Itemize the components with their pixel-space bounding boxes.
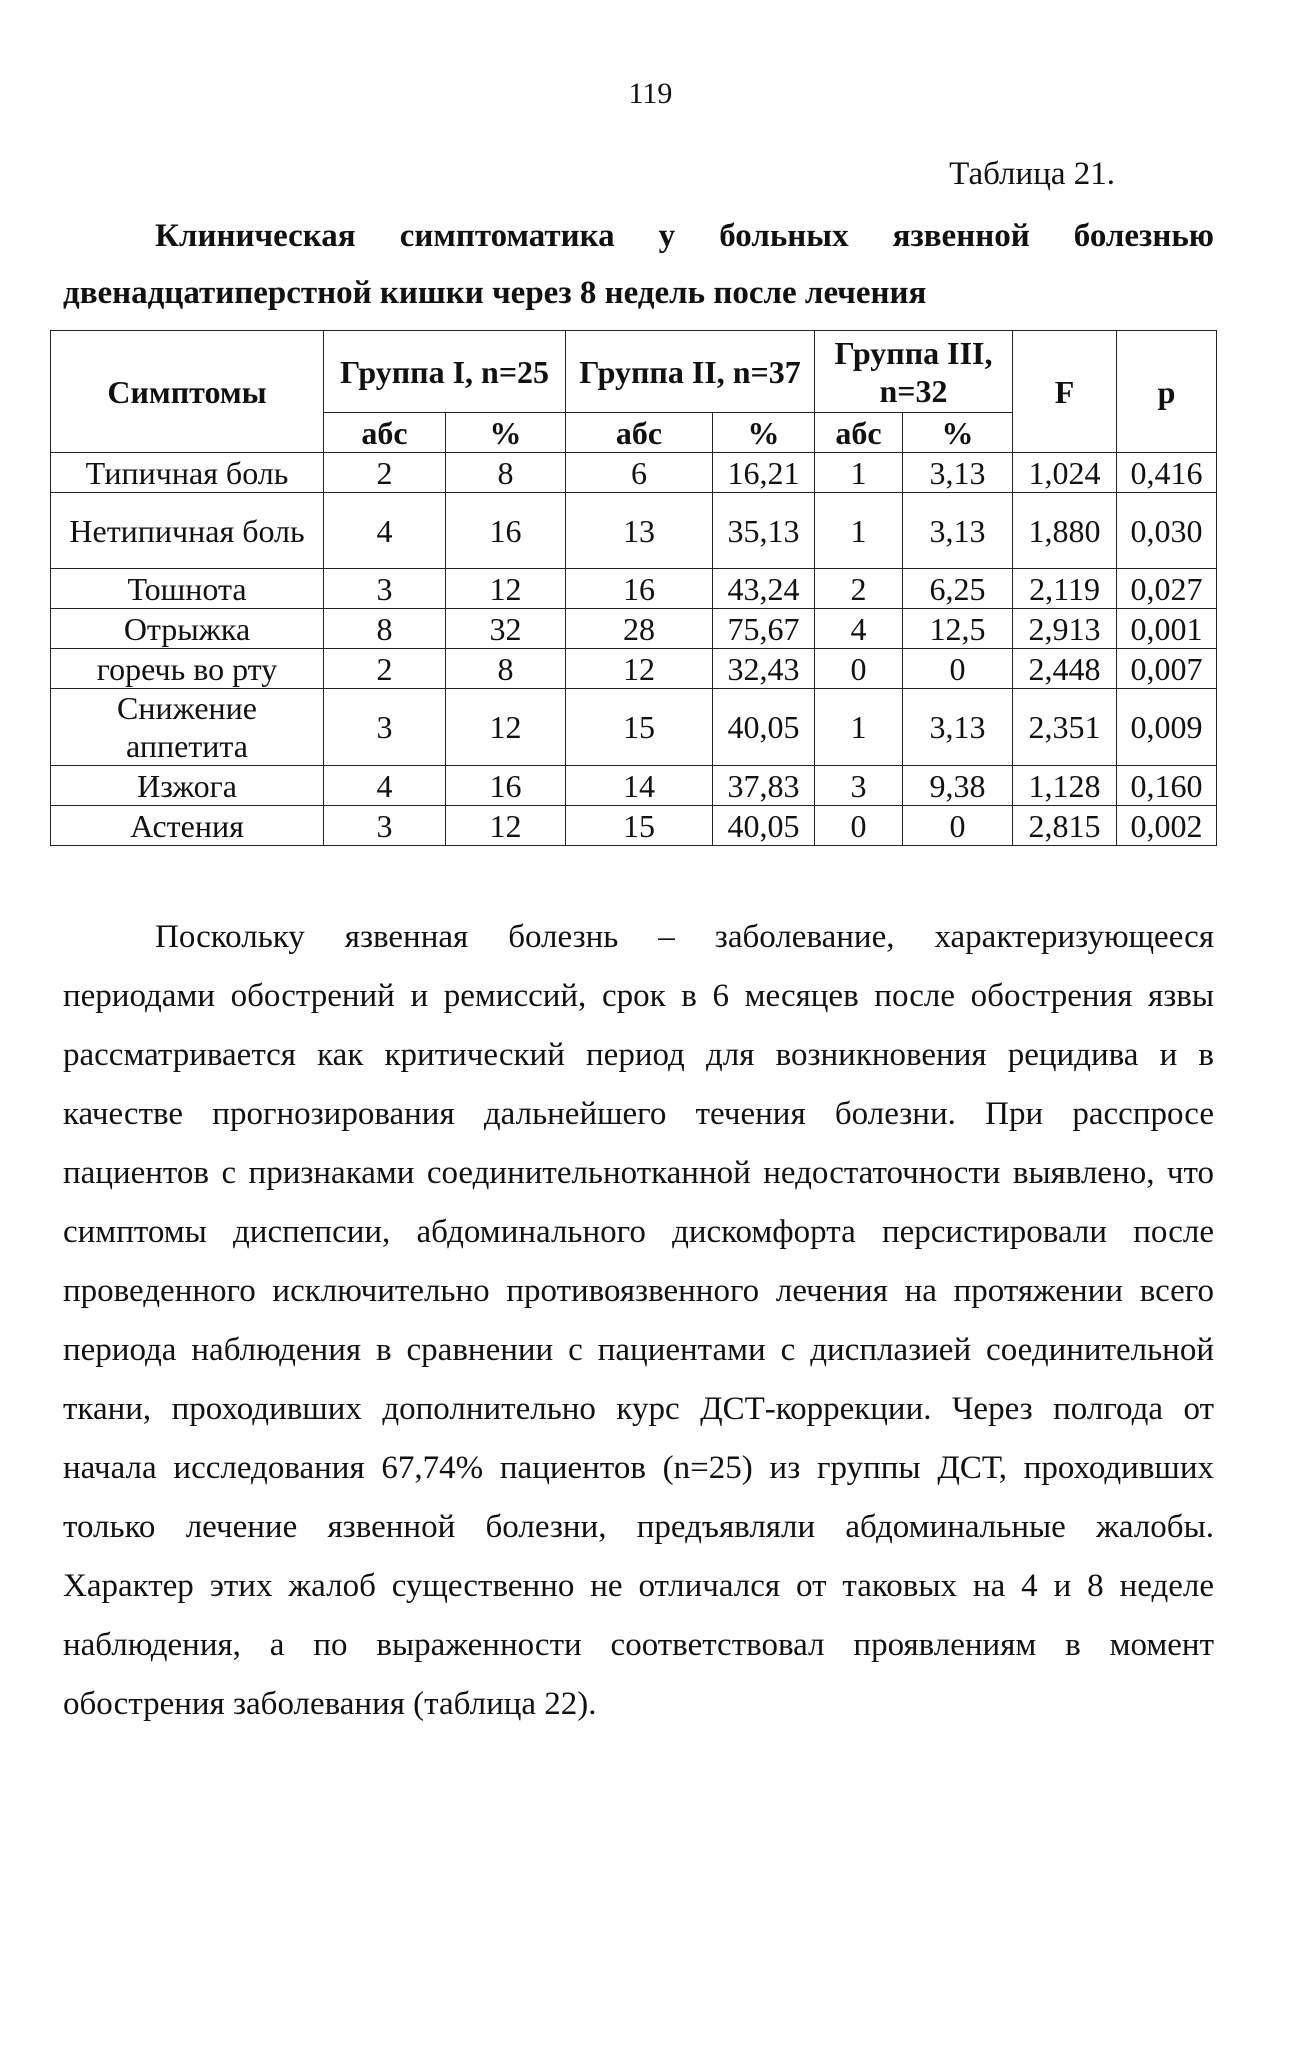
cell-g3-pct: 3,13	[903, 493, 1013, 569]
cell-g1-abs: 4	[324, 493, 446, 569]
page-number: 119	[628, 77, 673, 110]
cell-g3-pct: 6,25	[903, 569, 1013, 609]
cell-g1-abs: 3	[324, 569, 446, 609]
caption-word: у	[658, 218, 676, 254]
cell-g3-abs: 4	[815, 609, 903, 649]
cell-f: 1,128	[1013, 766, 1117, 806]
header-pct: %	[713, 413, 815, 453]
paragraph-text: Поскольку язвенная болезнь – заболевание, характеризующееся периодами обострений и ремиссий, срок в 6 месяцев после обострения язвы рассматривается как критический период для возникновения рецидива и в качестве прогнозирования дальнейшего течения болезни. При расспросе пациентов с признаками соединительнотканной недостаточности выявлено, что симптомы диспепсии, абдоминального дискомфорта персистировали после проведенного исключительно противоязвенного лечения на протяжении всего периода наблюдения в сравнении с пациентами с дисплазией соединительной ткани, проходивших дополнительно курс ДСТ-коррекции. Через полгода от начала исследования 67,74% пациентов (n=25) из группы ДСТ, проходивших только лечение язвенной болезни, предъявляли абдоминальные жалобы. Характер этих жалоб существенно не отличался от таковых на 4 и 8 неделе наблюдения, а по выраженности соответствовал проявлениям в момент обострения заболевания (таблица 22).	[63, 919, 1214, 1722]
header-f: F	[1013, 331, 1117, 453]
cell-p: 0,002	[1117, 806, 1217, 846]
symptoms-table	[50, 330, 1217, 846]
cell-g3-abs: 1	[815, 689, 903, 766]
cell-g2-abs: 16	[566, 569, 713, 609]
cell-g1-abs: 2	[324, 453, 446, 493]
cell-g1-abs: 8	[324, 609, 446, 649]
header-group-1: Группа I, n=25	[324, 331, 566, 413]
cell-p: 0,027	[1117, 569, 1217, 609]
header-abs: абс	[815, 413, 903, 453]
cell-symptom: Снижение аппетита	[51, 689, 324, 766]
cell-g2-abs: 14	[566, 766, 713, 806]
cell-p: 0,001	[1117, 609, 1217, 649]
cell-g3-abs: 1	[815, 493, 903, 569]
cell-g1-abs: 4	[324, 766, 446, 806]
header-group-3: Группа III, n=32	[815, 331, 1013, 413]
cell-g2-abs: 6	[566, 453, 713, 493]
cell-g1-pct: 16	[446, 766, 566, 806]
cell-p: 0,160	[1117, 766, 1217, 806]
cell-g2-pct: 75,67	[713, 609, 815, 649]
cell-g2-abs: 15	[566, 806, 713, 846]
cell-p: 0,007	[1117, 649, 1217, 689]
table-row	[51, 806, 1217, 846]
cell-g3-pct: 3,13	[903, 453, 1013, 493]
caption-line-1	[63, 208, 1214, 265]
table-row	[51, 766, 1217, 806]
cell-g1-pct: 8	[446, 453, 566, 493]
cell-p: 0,009	[1117, 689, 1217, 766]
header-pct: %	[446, 413, 566, 453]
cell-g3-pct: 0	[903, 649, 1013, 689]
cell-g3-abs: 2	[815, 569, 903, 609]
cell-g1-pct: 12	[446, 689, 566, 766]
caption-word: болезнью	[1073, 218, 1214, 254]
cell-f: 1,024	[1013, 453, 1117, 493]
cell-g2-pct: 40,05	[713, 806, 815, 846]
cell-g2-pct: 16,21	[713, 453, 815, 493]
cell-g2-pct: 32,43	[713, 649, 815, 689]
cell-g2-pct: 43,24	[713, 569, 815, 609]
cell-f: 2,351	[1013, 689, 1117, 766]
table-row	[51, 493, 1217, 569]
cell-g1-abs: 3	[324, 689, 446, 766]
cell-g3-pct: 9,38	[903, 766, 1013, 806]
cell-g1-pct: 8	[446, 649, 566, 689]
cell-p: 0,416	[1117, 453, 1217, 493]
cell-g2-abs: 15	[566, 689, 713, 766]
cell-g3-pct: 12,5	[903, 609, 1013, 649]
body-paragraph	[63, 908, 1214, 1734]
table-label: Таблица 21.	[949, 156, 1115, 192]
table-caption	[63, 208, 1214, 322]
header-p: p	[1117, 331, 1217, 453]
cell-g2-pct: 40,05	[713, 689, 815, 766]
cell-f: 2,815	[1013, 806, 1117, 846]
cell-g3-abs: 0	[815, 649, 903, 689]
cell-g1-pct: 32	[446, 609, 566, 649]
caption-word: больных	[719, 218, 849, 254]
table-row	[51, 609, 1217, 649]
cell-symptom: Нетипичная боль	[51, 493, 324, 569]
cell-g2-pct: 37,83	[713, 766, 815, 806]
cell-symptom: Астения	[51, 806, 324, 846]
header-group-2: Группа II, n=37	[566, 331, 815, 413]
cell-g1-abs: 3	[324, 806, 446, 846]
cell-g1-abs: 2	[324, 649, 446, 689]
cell-f: 1,880	[1013, 493, 1117, 569]
cell-g3-abs: 0	[815, 806, 903, 846]
header-abs: абс	[324, 413, 446, 453]
cell-g2-abs: 12	[566, 649, 713, 689]
table-row	[51, 569, 1217, 609]
cell-symptom: Тошнота	[51, 569, 324, 609]
cell-g2-pct: 35,13	[713, 493, 815, 569]
cell-symptom: Изжога	[51, 766, 324, 806]
table-row	[51, 689, 1217, 766]
cell-f: 2,119	[1013, 569, 1117, 609]
cell-g3-pct: 0	[903, 806, 1013, 846]
cell-g1-pct: 16	[446, 493, 566, 569]
cell-g2-abs: 28	[566, 609, 713, 649]
cell-symptom: Отрыжка	[51, 609, 324, 649]
cell-f: 2,448	[1013, 649, 1117, 689]
caption-line-2: двенадцатиперстной кишки через 8 недель после лечения	[63, 275, 927, 311]
header-pct: %	[903, 413, 1013, 453]
caption-word: симптоматика	[399, 218, 615, 254]
cell-g3-pct: 3,13	[903, 689, 1013, 766]
table-row	[51, 453, 1217, 493]
cell-f: 2,913	[1013, 609, 1117, 649]
cell-g2-abs: 13	[566, 493, 713, 569]
header-abs: абс	[566, 413, 713, 453]
caption-word: Клиническая	[155, 218, 356, 254]
cell-g1-pct: 12	[446, 806, 566, 846]
cell-g1-pct: 12	[446, 569, 566, 609]
cell-symptom: Типичная боль	[51, 453, 324, 493]
table-row	[51, 649, 1217, 689]
cell-g3-abs: 3	[815, 766, 903, 806]
cell-g3-abs: 1	[815, 453, 903, 493]
cell-p: 0,030	[1117, 493, 1217, 569]
cell-symptom: горечь во рту	[51, 649, 324, 689]
header-symptoms: Симптомы	[51, 331, 324, 453]
caption-word: язвенной	[892, 218, 1030, 254]
